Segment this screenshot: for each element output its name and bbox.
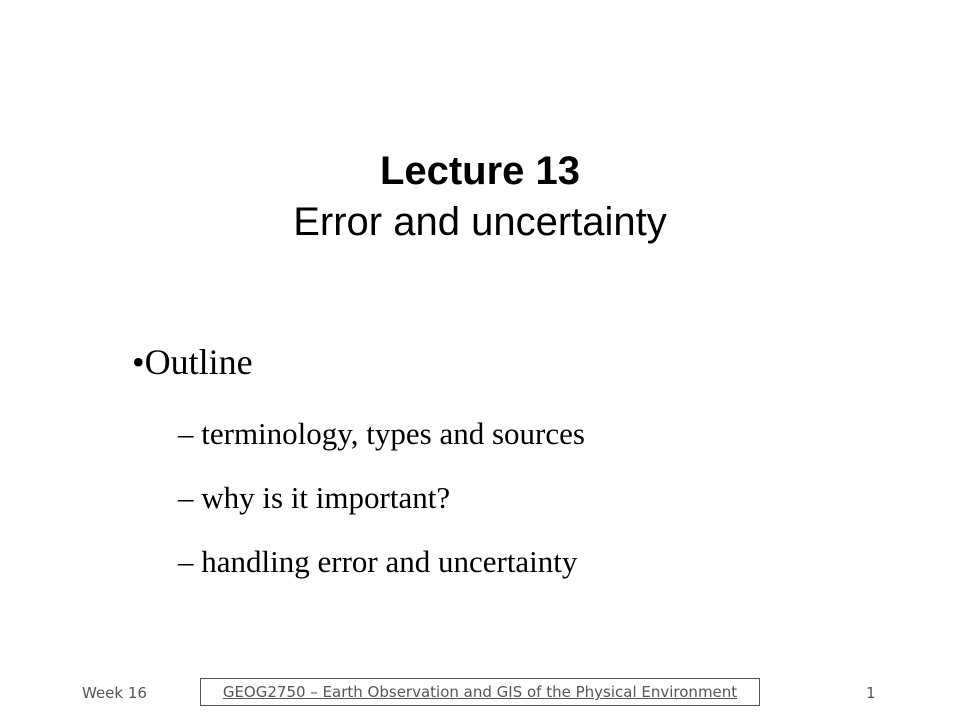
outline-item: – terminology, types and sources [178, 416, 585, 451]
footer-page-number: 1 [866, 684, 876, 702]
outline-item: – why is it important? [178, 480, 451, 515]
slide-footer [0, 678, 960, 708]
lecture-subtitle: Error and uncertainty [293, 200, 667, 244]
footer-course-link[interactable]: GEOG2750 – Earth Observation and GIS of the Physical Environment [200, 678, 760, 706]
lecture-title: Lecture 13 [379, 149, 581, 193]
footer-week: Week 16 [82, 684, 147, 702]
title-block [180, 146, 780, 248]
outline-list [178, 412, 585, 604]
outline-item: – handling error and uncertainty [178, 544, 578, 579]
outline-heading: •Outline [132, 342, 253, 382]
